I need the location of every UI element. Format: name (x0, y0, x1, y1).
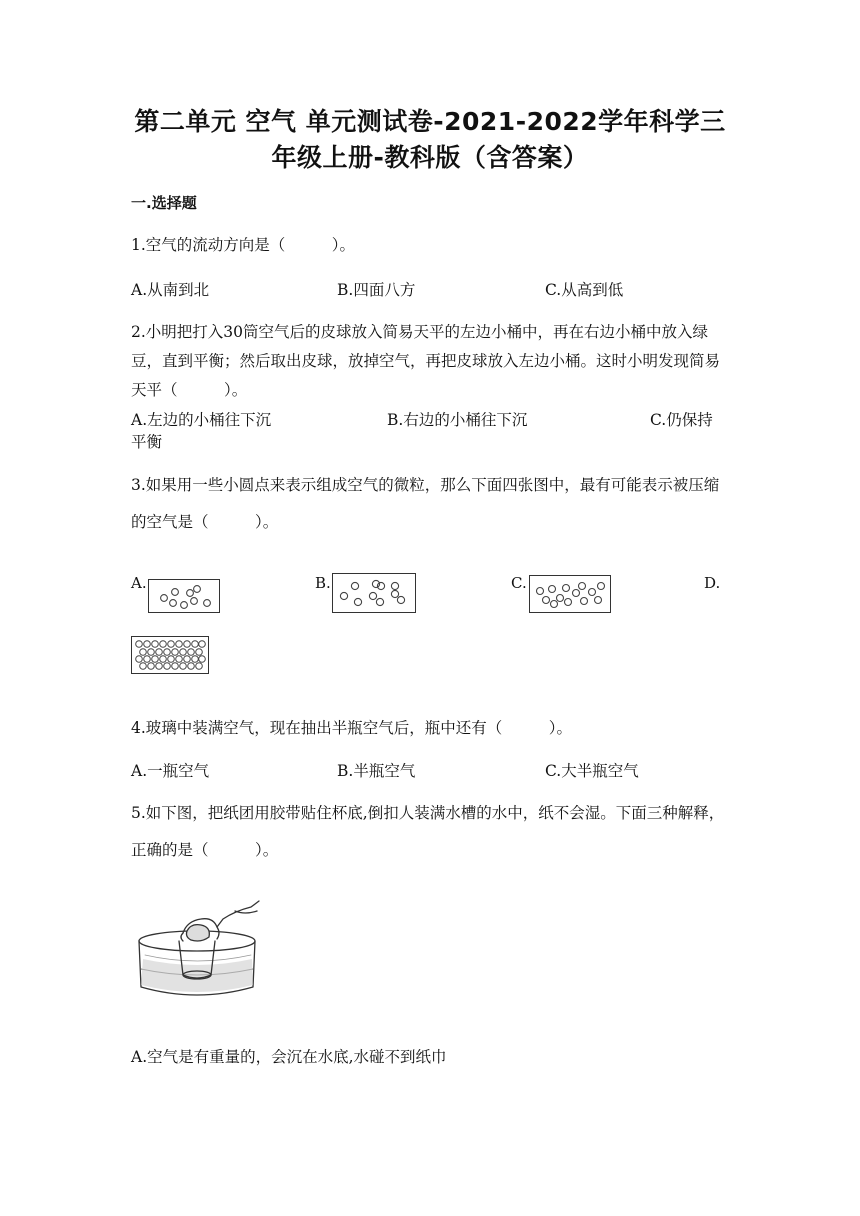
particles-a (149, 580, 219, 612)
particles-box-d (131, 636, 209, 674)
q4-option-c: C.大半瓶空气 (545, 762, 639, 780)
q3-label-c: C. (511, 574, 527, 592)
title-line-1: 第二单元 空气 单元测试卷-2021-2022学年科学三 (134, 107, 726, 136)
q1-option-c: C.从高到低 (545, 281, 624, 299)
particles-box-c (529, 575, 611, 613)
q4-option-a: A.一瓶空气 (131, 762, 210, 780)
particles-c (530, 576, 610, 612)
question-5: 5.如下图，把纸团用胶带贴住杯底,倒扣人装满水槽的水中，纸不会湿。下面三种解释，正确的是（ ）。 (131, 804, 725, 859)
question-2: 2.小明把打入30筒空气后的皮球放入简易天平的左边小桶中，再在右边小桶中放入绿豆，直到平衡；然后取出皮球，放掉空气，再把皮球放入左边小桶。这时小明发现简易天平（ ）。 (131, 323, 721, 399)
q3-label-b: B. (315, 574, 331, 592)
particles-b (333, 574, 415, 612)
q2-option-c: C.仍保持 (650, 411, 713, 429)
q1-option-b: B.四面八方 (337, 281, 416, 299)
particles-box-b (332, 573, 416, 613)
particles-box-a (148, 579, 220, 613)
question-3: 3.如果用一些小圆点来表示组成空气的微粒，那么下面四张图中，最有可能表示被压缩的空气是（ ）。 (131, 476, 720, 531)
question-1: 1.空气的流动方向是（ ）。 (131, 236, 356, 254)
q5-option-a: A.空气是有重量的，会沉在水底,水碰不到纸巾 (131, 1048, 447, 1066)
title-line-2: 年级上册-教科版（含答案） (271, 143, 589, 172)
q1-option-a: A.从南到北 (131, 281, 210, 299)
q3-label-d: D. (704, 574, 721, 592)
q4-option-b: B.半瓶空气 (337, 762, 416, 780)
q2-option-b: B.右边的小桶往下沉 (387, 411, 528, 429)
question-4: 4.玻璃中装满空气，现在抽出半瓶空气后，瓶中还有（ ）。 (131, 719, 573, 737)
document-title (120, 104, 740, 176)
cup-in-water-illustration (131, 897, 266, 1003)
q2-option-a: A.左边的小桶往下沉 (131, 411, 272, 429)
section-heading: 一.选择题 (131, 194, 197, 212)
q3-label-a: A. (131, 574, 147, 592)
particles-d (132, 637, 208, 673)
q2-option-c-wrap: 平衡 (131, 433, 163, 451)
